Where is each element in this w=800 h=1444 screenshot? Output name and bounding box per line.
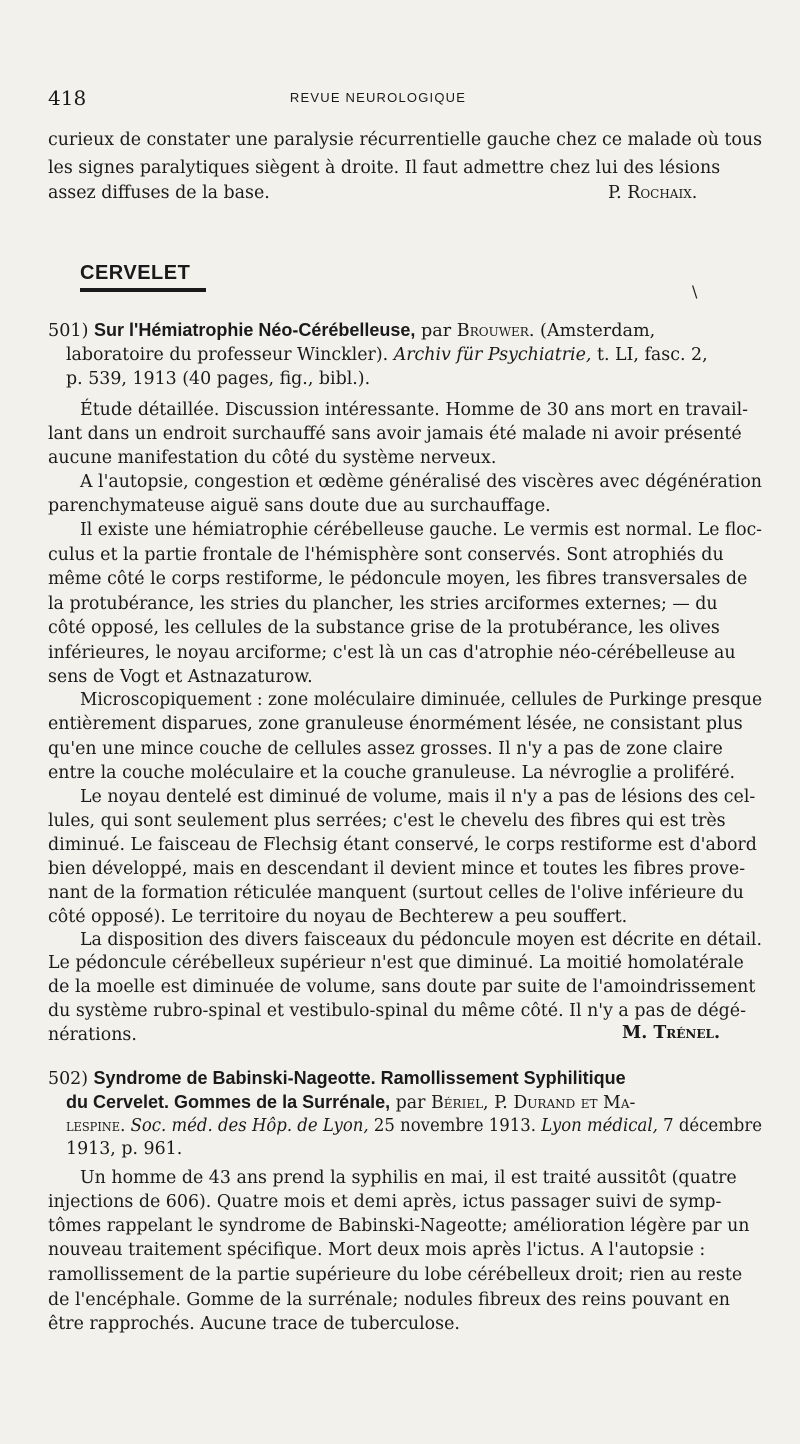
body-line: qu'en une mince couche de cellules assez grosses. Il n'y a pas de zone claire [48, 739, 723, 759]
article-502-authors: Bériel, P. Durand et Ma- [431, 1093, 636, 1113]
body-line: même côté le corps restiforme, le pédoncule moyen, les fibres transversales de [48, 569, 748, 589]
body-line: ramollissement de la partie supérieure du lobe cérébelleux droit; rien au reste [48, 1265, 743, 1285]
body-line: Un homme de 43 ans prend la syphilis en mai, il est traité aussitôt (quatre [80, 1168, 737, 1188]
article-502-journal: Lyon médical, [541, 1116, 658, 1136]
article-501-heading [48, 318, 655, 343]
article-502-by: par [395, 1093, 426, 1113]
body-line: côté opposé). Le territoire du noyau de Bechterew a peu souffert. [48, 907, 628, 927]
body-line: culus et la partie frontale de l'hémisphère sont conservés. Sont atrophiés du [48, 545, 724, 565]
stray-mark: \ [692, 282, 698, 301]
body-line: Microscopiquement : zone moléculaire diminuée, cellules de Purkinge presque [80, 690, 763, 710]
body-line: entre la couche moléculaire et la couche granuleuse. La névroglie a proliféré. [48, 763, 736, 783]
article-501-by: par [421, 321, 452, 341]
article-501-lab: laboratoire du professeur Winckler). [66, 345, 389, 365]
body-line: tômes rappelant le syndrome de Babinski-Nageotte; amélioration légère par un [48, 1216, 750, 1236]
body-line: inférieures, le noyau arciforme; c'est là un cas d'atrophie néo-cérébelleuse au [48, 643, 736, 663]
intro-line: les signes paralytiques siègent à droite. Il faut admettre chez lui des lésions [48, 158, 721, 178]
page-number: 418 [48, 86, 87, 110]
article-501-ref-tail: (Amsterdam, [540, 321, 656, 341]
body-line: de l'encéphale. Gomme de la surrénale; nodules fibreux des reins pouvant en [48, 1290, 730, 1310]
body-line: sens de Vogt et Astnazaturow. [48, 667, 313, 687]
article-502-title-1: Syndrome de Babinski-Nageotte. Ramollissement Syphilitique [93, 1068, 626, 1088]
body-line: lules, qui sont seulement plus serrées; c'est le chevelu des fibres qui est très [48, 811, 726, 831]
article-502-number: 502) [48, 1069, 88, 1089]
body-line: entièrement disparues, zone granuleuse énormément lésée, ne consistant plus [48, 714, 743, 734]
article-501-journal: Archiv für Psychiatrie, [393, 345, 592, 365]
article-501-number: 501) [48, 321, 89, 341]
intro-line: curieux de constater une paralysie récurrentielle gauche chez ce malade où tous [48, 130, 762, 150]
body-line: La disposition des divers faisceaux du pédoncule moyen est décrite en détail. [80, 930, 763, 950]
section-rule [80, 288, 206, 292]
running-head: REVUE NEUROLOGIQUE [289, 90, 467, 105]
article-502-author-cont: lespine. [66, 1116, 126, 1136]
article-502-heading [48, 1066, 626, 1091]
body-line: injections de 606). Quatre mois et demi après, ictus passager suivi de symp- [48, 1192, 722, 1212]
article-502-ref-line [66, 1114, 762, 1138]
article-502-title-2: du Cervelet. Gommes de la Surrénale, [66, 1092, 391, 1112]
body-line: diminué. Le faisceau de Flechsig étant conservé, le corps restiforme est d'abord [48, 835, 757, 855]
article-502-date: 25 novembre 1913. [373, 1116, 537, 1136]
body-line: Étude détaillée. Discussion intéressante. Homme de 30 ans mort en travail- [80, 400, 749, 420]
body-line: Il existe une hémiatrophie cérébelleuse gauche. Le vermis est normal. Le floc- [80, 520, 762, 540]
body-line: côté opposé, les cellules de la substance grise de la protubérance, les olives [48, 618, 720, 638]
signature-rochaix: P. Rochaix. [608, 183, 698, 203]
article-501-volume: t. LI, fasc. 2, [596, 345, 708, 365]
body-line: nant de la formation réticulée manquent (surtout celles de l'olive inférieure du [48, 883, 744, 903]
body-line: nouveau traitement spécifique. Mort deux mois après l'ictus. A l'autopsie : [48, 1240, 706, 1260]
article-501-title: Sur l'Hémiatrophie Néo-Cérébelleuse, [94, 320, 416, 340]
article-501-ref-line [66, 343, 708, 367]
article-502-ref-line: 1913, p. 961. [66, 1139, 183, 1159]
body-line: parenchymateuse aiguë sans doute due au surchauffage. [48, 496, 551, 516]
body-line: de la moelle est diminuée de volume, sans doute par suite de l'amoindrissement [48, 977, 756, 997]
article-501-ref-line: p. 539, 1913 (40 pages, fig., bibl.). [66, 369, 371, 389]
page-header [48, 86, 708, 110]
article-501-author: Brouwer. [456, 321, 535, 341]
section-title: CERVELET [80, 262, 191, 284]
signature-trenel: M. Trénel. [622, 1023, 721, 1043]
body-line: A l'autopsie, congestion et œdème généralisé des viscères avec dégénération [80, 472, 762, 492]
body-line: aucune manifestation du côté du système nerveux. [48, 448, 497, 468]
body-line: du système rubro-spinal et vestibulo-spinal du même côté. Il n'y a pas de dégé- [48, 1001, 746, 1021]
body-line: lant dans un endroit surchauffé sans avoir jamais été malade ni avoir présenté [48, 424, 742, 444]
body-line: bien développé, mais en descendant il devient mince et toutes les fibres prove- [48, 859, 746, 879]
article-502-heading-line [66, 1090, 635, 1115]
article-502-journal-date: 7 décembre [663, 1116, 762, 1136]
body-line: Le pédoncule cérébelleux supérieur n'est que diminué. La moitié homolatérale [48, 953, 744, 973]
body-line: la protubérance, les stries du plancher, les stries arciformes externes; — du [48, 594, 718, 614]
body-line: Le noyau dentelé est diminué de volume, mais il n'y a pas de lésions des cel- [80, 787, 756, 807]
body-line: nérations. [48, 1025, 137, 1045]
body-line: être rapprochés. Aucune trace de tuberculose. [48, 1314, 460, 1334]
intro-line: assez diffuses de la base. [48, 183, 270, 203]
article-502-venue: Soc. méd. des Hôp. de Lyon, [130, 1116, 369, 1136]
